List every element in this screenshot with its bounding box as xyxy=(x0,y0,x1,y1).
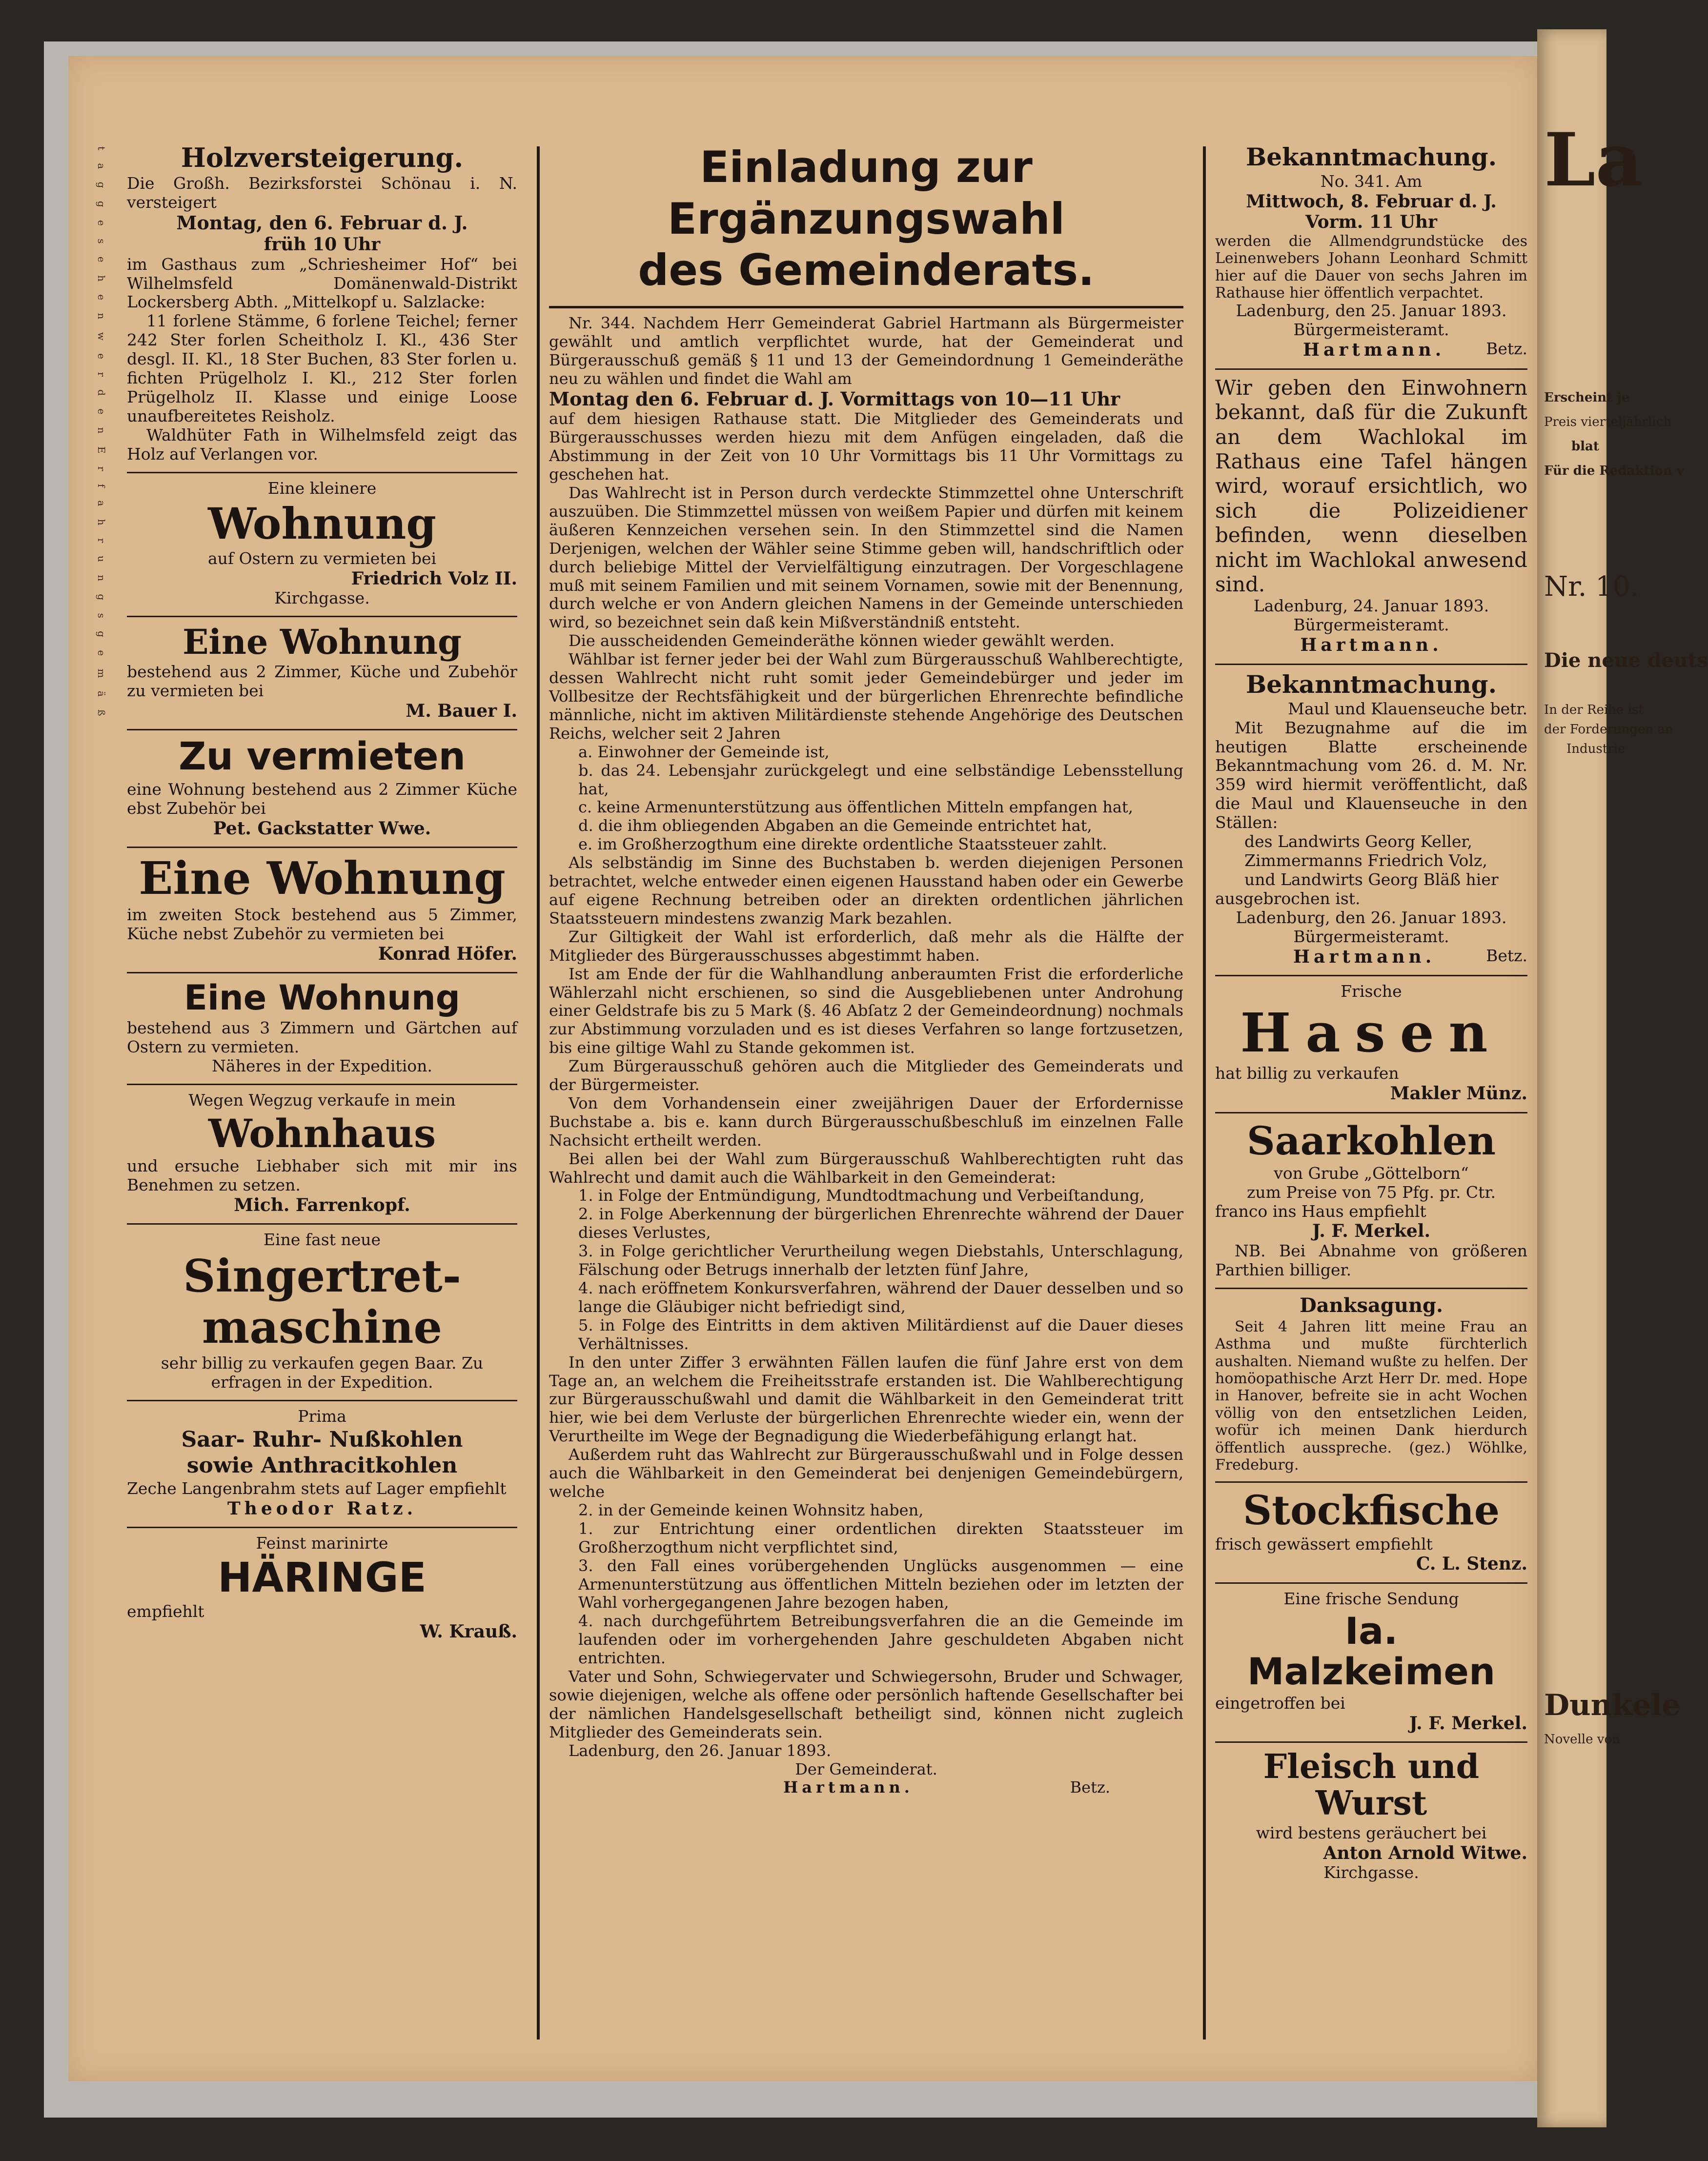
notice-list-item: b. das 24. Lebensjahr zurückgelegt und eine selbständige Lebensstellung hat, xyxy=(578,761,1183,798)
ad-haeringe xyxy=(127,1534,517,1642)
ad-wohnung-2 xyxy=(127,623,517,721)
notice-list-item: a. Einwohner der Gemeinde ist, xyxy=(578,742,830,761)
notice-list-item: d. die ihm obliegenden Abgaben an die Gemeinde entrichtet hat, xyxy=(578,816,1092,835)
ad-saarkohlen xyxy=(1215,1119,1527,1280)
divider xyxy=(127,1223,517,1225)
divider xyxy=(1215,1481,1527,1483)
ad-text: empfiehlt xyxy=(127,1601,204,1621)
divider xyxy=(127,1084,517,1085)
ad-wohnung-3 xyxy=(127,854,517,964)
notice-list-item: 2. in der Gemeinde keinen Wohnsitz haben, xyxy=(578,1500,924,1519)
ad-pre: Prima xyxy=(298,1407,346,1426)
ad-text: auf Ostern zu vermieten bei xyxy=(207,548,437,568)
ad-title: Holzversteigerung. xyxy=(181,142,464,173)
ad-text: zum Preise von 75 Pfg. pr. Ctr. xyxy=(1246,1182,1496,1202)
divider xyxy=(127,1527,517,1528)
divider xyxy=(127,1400,517,1401)
ad-text: von Grube „Göttelborn“ xyxy=(1274,1163,1469,1183)
notice-paragraph: auf dem hiesigen Rathause statt. Die Mitglieder des Gemeinderats und Bürgerausschusses werden hiezu mit dem Anfügen eingeladen, daß die Abstimmung in der Zeit von 10 Uhr Vormittags bis 11 Uhr Vormittags zu geschehen hat. xyxy=(549,409,1183,484)
column-right xyxy=(1215,141,1527,2127)
ad-title: Bekanntmachung. xyxy=(1245,142,1497,171)
ad-text: No. 341. Am xyxy=(1320,172,1423,191)
ad-signatures xyxy=(1215,947,1527,967)
notice-list-item: 4. nach durchgeführtem Betreibungsverfahren die an die Gemeinde im laufenden oder im vorhergehenden Jahre geschuldeten Abgaben nicht entrichten. xyxy=(578,1612,1183,1668)
notice-paragraph: Von dem Vorhandensein einer zweijährigen Dauer der Erfordernisse Buchstabe a. bis e. kann durch Bürgerausschußbeschluß im einzelnen Falle Nachsicht ertheilt werden. xyxy=(549,1093,1183,1150)
column-rule xyxy=(1203,146,1206,2040)
ad-text: Seit 4 Jahren litt meine Frau an Asthma und mußte fürchterlich aushalten. Niemand wußte zu helfen. Der homöopathische Arzt Herr Dr. med. Hope in Hanover, befreite sie in acht Wochen völlig von den entsetzlichen Leiden, wofür ich meinen Dank hierdurch öffentlich ausspreche. (gez.) Wöhlke, Fredeburg. xyxy=(1215,1318,1527,1474)
divider xyxy=(127,616,517,617)
ad-title: Eine Wohnung xyxy=(184,977,460,1018)
facing-page-fragment xyxy=(1537,29,1708,2127)
ad-text: Die Großh. Bezirksforstei Schönau i. N. versteigert xyxy=(127,174,517,212)
ad-signature: J. F. Merkel. xyxy=(1312,1221,1431,1242)
divider xyxy=(127,472,517,473)
facing-text: Für die Redaktion v xyxy=(1544,464,1684,478)
ad-office: Bürgermeisteramt. xyxy=(1293,320,1449,340)
ad-clerk: Betz. xyxy=(1486,339,1527,359)
ad-text: Mit Bezugnahme auf die im heutigen Blatte erscheinende Bekanntmachung vom 26. d. M. Nr. 359 wird hiermit veröffentlicht, daß die Maul und Klauenseuche in den Ställen: xyxy=(1215,718,1527,832)
ad-subtitle: Maul und Klauenseuche betr. xyxy=(1288,699,1527,718)
ad-office: Bürgermeisteramt. xyxy=(1293,927,1449,946)
notice-paragraph: Als selbständig im Sinne des Buchstaben b. werden diejenigen Personen betrachtet, welche entweder einen eigenen Hausstand haben oder ein Gewerbe auf eigene Rechnung betreiben oder an direkten ordentlichen jährlichen Staatssteuern mindestens zwanzig Mark bezahlen. xyxy=(549,853,1183,928)
ad-pre: Frische xyxy=(1341,982,1402,1001)
ad-place: Ladenburg, den 25. Januar 1893. xyxy=(1236,301,1507,321)
ad-signature: Friedrich Volz II. xyxy=(351,568,517,589)
ad-hasen xyxy=(1215,982,1527,1104)
divider xyxy=(1215,1582,1527,1584)
ad-signature: Anton Arnold Witwe. xyxy=(1323,1842,1527,1863)
column-left xyxy=(127,141,517,2127)
ad-wohnung-1 xyxy=(127,479,517,608)
divider xyxy=(1215,1741,1527,1743)
ad-zu-vermieten xyxy=(127,736,517,839)
ad-text: frisch gewässert empfiehlt xyxy=(1215,1534,1433,1554)
divider xyxy=(549,306,1183,308)
ad-fleisch-wurst xyxy=(1215,1749,1527,1882)
facing-issue-number: Nr. 10. xyxy=(1544,571,1639,603)
ad-text: und ersuche Liebhaber sich mit mir ins Benehmen zu setzen. xyxy=(127,1156,517,1194)
notice-paragraph: In den unter Ziffer 3 erwähnten Fällen laufen die fünf Jahre erst von dem Tage an, an welchem die Freiheitsstrafe erstanden ist. Die Wahlberechtigung zur Bürgerausschußwahl und damit die Wählbarkeit in den Gemeinderat tritt hier, wie bei dem Verluste der bürgerlichen Ehrenrechte wieder ein, wenn der Verurtheilte im Wege der Begnadigung die Wiederbefähigung erlangt hat. xyxy=(549,1353,1183,1446)
divider xyxy=(1215,1288,1527,1289)
ad-signature: Makler Münz. xyxy=(1390,1083,1527,1104)
ad-sub: Kirchgasse. xyxy=(1323,1863,1419,1882)
ad-text: Zeche Langenbrahm stets auf Lager empfiehlt xyxy=(127,1478,507,1498)
notice-paragraph: Wählbar ist ferner jeder bei der Wahl zum Bürgerausschuß Wahlberechtigte, dessen Wahlrecht nicht ruht somit jeder Gemeindebürger und jeder im Vollbesitze der Rechtsfähigkeit und der bürgerlichen Ehrenrechte befindliche männliche, nicht im aktiven Militärdienste stehende Angehörige des Deutschen Reichs, welcher seit 2 Jahren xyxy=(549,650,1183,743)
ad-signature: Mich. Farrenkopf. xyxy=(234,1194,410,1215)
ad-office: Bürgermeisteramt. xyxy=(1293,615,1449,635)
ad-bekanntmachung-1 xyxy=(1215,143,1527,361)
ad-malzkeimen xyxy=(1215,1590,1527,1734)
ad-text: ausgebrochen ist. xyxy=(1215,889,1361,909)
ad-text: sehr billig zu verkaufen gegen Baar. Zu erfragen in der Expedition. xyxy=(161,1353,484,1392)
ad-text: franco ins Haus empfiehlt xyxy=(1215,1201,1426,1221)
notice-title xyxy=(549,141,1183,296)
divider xyxy=(1215,664,1527,665)
ad-notice-wachlokal xyxy=(1215,376,1527,656)
ad-text: werden die Allmendgrundstücke des Leinenwebers Johann Leonhard Schmitt hier auf die Dauer von sechs Jahren im Rathause hier öffentlich verpachtet. xyxy=(1215,232,1527,302)
facing-heading: Die neue deuts xyxy=(1544,649,1708,672)
notice-paragraph: Außerdem ruht das Wahlrecht zur Bürgerausschußwahl und in Folge dessen auch die Wählbarkeit in den Gemeinderat bei denjenigen Gemeindebürgern, welche xyxy=(549,1445,1183,1501)
facing-text: blat xyxy=(1571,439,1599,454)
notice-signature: Hartmann. xyxy=(783,1778,914,1797)
ad-text: im Gasthaus zum „Schriesheimer Hof“ bei Wilhelmsfeld Domänenwald-Distrikt Lockersberg Abth. „Mittelkopf u. Salzlacke: xyxy=(127,254,517,312)
ad-text: im zweiten Stock bestehend aus 5 Zimmer, Küche nebst Zubehör zu vermieten bei xyxy=(127,905,517,943)
ad-pre: Feinst marinirte xyxy=(256,1534,388,1553)
ad-signature: W. Krauß. xyxy=(420,1621,517,1642)
notice-list-item: 1. in Folge der Entmündigung, Mundtodtmachung und Verbeiſtandung, xyxy=(578,1186,1145,1205)
ad-danksagung xyxy=(1215,1295,1527,1474)
ad-singer xyxy=(127,1231,517,1392)
column-center xyxy=(549,141,1183,2127)
notice-clerk: Betz. xyxy=(1070,1778,1110,1797)
ad-date: Montag, den 6. Februar d. J. xyxy=(176,212,468,234)
ad-text: Waldhüter Fath in Wilhelmsfeld zeigt das Holz auf Verlangen vor. xyxy=(127,425,517,464)
divider xyxy=(1215,975,1527,976)
ad-text: Wir geben den Einwohnern bekannt, daß für die Zukunft an dem Wachlokal im Rathaus eine Tafel hängen wird, worauf ersichtlich, wo sich die Polizeidiener befinden, wenn dieselben nicht im Wachlokal anwesend sind. xyxy=(1215,375,1527,596)
notice-list-item: 5. in Folge des Eintritts in dem aktiven Militärdienst auf die Dauer dieses Verhältnisses. xyxy=(578,1315,1183,1353)
ad-signature: Theodor Ratz. xyxy=(227,1498,417,1519)
divider xyxy=(127,729,517,730)
notice-list-item: c. keine Armenunterstützung aus öffentlichen Mitteln empfangen hat, xyxy=(578,798,1133,817)
notice-title-line: Einladung zur Ergänzungswahl xyxy=(668,142,1065,244)
divider xyxy=(1215,1112,1527,1113)
ad-wohnhaus xyxy=(127,1091,517,1215)
notice-list-item: 2. in Folge Aberkennung der bürgerlichen Ehrenrechte während der Dauer dieses Verlustes, xyxy=(578,1205,1183,1242)
ad-place: Ladenburg, den 26. Januar 1893. xyxy=(1236,908,1507,927)
notice-paragraph: Vater und Sohn, Schwiegervater und Schwiegersohn, Bruder und Schwager, sowie diejenigen, welche als offene oder persönlich haftende Gesellschafter bei der nämlichen Handelsgesellschaft betheiligt sind, können nicht zugleich Mitglieder des Gemeinderats sein. xyxy=(549,1667,1183,1741)
ad-text: 11 forlene Stämme, 6 forlene Teichel; ferner 242 Ster forlen Scheitholz I. Kl., 436 Ster desgl. II. Kl., 18 Ster Buchen, 83 Ster forlen u. fichten Prügelholz I. Kl., 212 Ster forlen Prügelholz II. Klasse und einige Loose unaufbereitetes Reisholz. xyxy=(127,311,517,426)
facing-text: Erscheint je xyxy=(1544,390,1630,405)
notice-paragraph: Ist am Ende der für die Wahlhandlung anberaumten Frist die erforderliche Wählerzahl nicht erschienen, so sind die Ausgebliebenen unter Androhung einer Geldstrafe bis zu 5 Mark (§. 46 Abſatz 2 der Gemeindeordnung) nochmals zur Abstimmung vorzuladen und es ist dieses Verfahren so lange fortzusetzen, bis eine giltige Wahl zu Stande gekommen ist. xyxy=(549,964,1183,1057)
notice-list-item: 1. zur Entrichtung einer ordentlichen direkten Staatssteuer im Großherzogthum nicht verpflichtet sind, xyxy=(578,1519,1183,1556)
ad-title: Saarkohlen xyxy=(1247,1117,1496,1164)
ad-stockfische xyxy=(1215,1489,1527,1575)
ad-signature: J. F. Merkel. xyxy=(1409,1713,1527,1734)
ad-kohlen xyxy=(127,1407,517,1519)
ad-signature: Hartmann. xyxy=(1303,340,1445,361)
ad-bekanntmachung-2 xyxy=(1215,671,1527,968)
notice-paragraph: Die ausscheidenden Gemeinderäthe können wieder gewählt werden. xyxy=(569,631,1115,650)
ad-title: Zu vermieten xyxy=(178,735,466,779)
facing-text: Industrie xyxy=(1566,742,1626,756)
divider xyxy=(127,847,517,848)
notice-paragraph: Nr. 344. Nachdem Herr Gemeinderat Gabriel Hartmann als Bürgermeister gewählt und amtlich verpflichtet wurde, hat der Gemeinderat und Bürgerausschuß gemäß § 11 und 13 der Gemeindordnung 1 Gemeinderäthe neu zu wählen und findet die Wahl am xyxy=(549,313,1183,388)
ad-signature: Pet. Gackstatter Wwe. xyxy=(213,818,431,839)
ad-title: Danksagung. xyxy=(1300,1293,1443,1317)
notice-paragraph: Bei allen bei der Wahl zum Bürgerausschuß Wahlberechtigten ruht das Wahlrecht und damit auch die Wählbarkeit in den Gemeinderat: xyxy=(549,1149,1183,1187)
ad-signature: M. Bauer I. xyxy=(406,700,517,721)
bleed-through-margin-text: t a g g e s e h e n w e r d e n E r f a h r u n g s g e m ä ß xyxy=(96,146,107,721)
ad-pre: Eine frische Sendung xyxy=(1283,1589,1459,1608)
notice-paragraph: Zum Bürgerausschuß gehören auch die Mitglieder des Gemeinderats und der Bürgermeister. xyxy=(549,1057,1183,1094)
ad-title: maschine xyxy=(202,1301,443,1354)
facing-heading: Dunkele xyxy=(1544,1688,1681,1722)
notice-list-item: 4. nach eröffnetem Konkursverfahren, während der Dauer desselben und so lange die Gläubiger nicht befriedigt sind, xyxy=(578,1279,1183,1316)
ad-title: Stockfische xyxy=(1242,1487,1500,1535)
notice-list-item: 3. den Fall eines vorübergehenden Unglücks ausgenommen — eine Armenunterstützung aus öffentlichen Mitteln beziehen oder im letzten der Wahl vorhergegangenen Jahre bezogen haben, xyxy=(578,1556,1183,1612)
ad-title: Ia. Malzkeimen xyxy=(1247,1609,1496,1694)
facing-text: der Forderungen an xyxy=(1544,722,1673,737)
notice-place-date: Ladenburg, den 26. Januar 1893. xyxy=(569,1741,832,1760)
ad-text: wird bestens geräuchert bei xyxy=(1256,1823,1487,1843)
ad-title: Eine Wohnung xyxy=(183,621,462,662)
notice-list-item: 3. in Folge gerichtlicher Verurtheilung wegen Diebstahls, Unterschlagung, Fälschung oder Betrugs innerhalb der letzten fünf Jahre, xyxy=(578,1242,1183,1279)
ad-title: Saar- Ruhr- Nußkohlen xyxy=(181,1427,463,1453)
notice-title-line: des Gemeinderats. xyxy=(638,245,1095,296)
ad-sub: Näheres in der Expedition. xyxy=(212,1056,432,1075)
column-rule xyxy=(537,146,540,2040)
ad-title: sowie Anthracitkohlen xyxy=(186,1453,458,1478)
ad-title: Wohnhaus xyxy=(208,1110,436,1156)
ad-text: eine Wohnung bestehend aus 2 Zimmer Küche ebst Zubehör bei xyxy=(127,780,517,818)
notice-date: Montag den 6. Februar d. J. Vormittags von 10—11 Uhr xyxy=(549,388,1120,410)
ad-text: hat billig zu verkaufen xyxy=(1215,1064,1399,1083)
ad-list-item: des Landwirts Georg Keller, xyxy=(1244,832,1473,851)
ad-signature: C. L. Stenz. xyxy=(1416,1554,1527,1575)
ad-text: bestehend aus 2 Zimmer, Küche und Zubehör zu vermieten bei xyxy=(127,662,517,700)
ad-signatures xyxy=(1215,340,1527,360)
ad-clerk: Betz. xyxy=(1486,946,1527,965)
ad-text: eingetroffen bei xyxy=(1215,1694,1345,1713)
ad-list-item: und Landwirts Georg Bläß hier xyxy=(1244,870,1499,889)
ad-list-item: Zimmermanns Friedrich Volz, xyxy=(1244,851,1487,870)
facing-text: Novelle von xyxy=(1544,1732,1620,1747)
notice-list-item: e. im Großherzogthum eine direkte ordentliche Staatssteuer zahlt. xyxy=(578,835,1107,854)
facing-text: Preis vierteljährlich xyxy=(1544,415,1671,429)
notice-authority: Der Gemeinderat. xyxy=(795,1759,937,1778)
ad-time: früh 10 Uhr xyxy=(264,234,381,255)
ad-title: HÄRINGE xyxy=(218,1554,427,1602)
ad-holzversteigerung xyxy=(127,143,517,464)
ad-text: bestehend aus 3 Zimmern und Gärtchen auf Ostern zu vermieten. xyxy=(127,1018,517,1056)
ad-date: Mittwoch, 8. Februar d. J. xyxy=(1246,191,1497,212)
divider xyxy=(1215,368,1527,370)
ad-pre: Eine fast neue xyxy=(263,1230,381,1250)
ad-time: Vorm. 11 Uhr xyxy=(1305,212,1437,233)
ad-signature: Konrad Höfer. xyxy=(378,943,517,964)
ad-wohnung-4 xyxy=(127,979,517,1076)
ad-title: Eine Wohnung xyxy=(139,852,506,905)
facing-masthead: La xyxy=(1544,117,1643,203)
facing-text: In der Reihe ist xyxy=(1544,703,1644,717)
ad-title: Singertret- xyxy=(183,1250,461,1302)
ad-signature: Hartmann. xyxy=(1300,635,1443,656)
ad-pre: Eine kleinere xyxy=(267,478,377,498)
ad-title: Wohnung xyxy=(208,498,436,549)
ad-pre: Wegen Wegzug verkaufe in mein xyxy=(188,1090,456,1110)
notice-paragraph: Das Wahlrecht ist in Person durch verdeckte Stimmzettel ohne Unterschrift auszuüben. Die Stimmzettel müssen von weißem Papier und dürfen mit keinem äußeren Kennzeichen versehen sein. In den Stimmzettel sind die Namen Derjenigen, welchen der Wähler seine Stimme geben will, handschriftlich oder durch beliebige Mittel der Vervielfältigung einzutragen. Der Vorgeschlagene muß mit seinem Familien und mit seinem Vornamen, sowie mit der Benennung, durch welche er von Andern gleichen Namens in der Gemeinde unterschieden wird, so bezeichnet sein daß kein Mißverständniß entsteht. xyxy=(549,484,1183,632)
ad-place: Ladenburg, 24. Januar 1893. xyxy=(1253,596,1489,616)
divider xyxy=(127,972,517,973)
ad-note: NB. Bei Abnahme von größeren Parthien billiger. xyxy=(1215,1241,1527,1279)
notice-signatures xyxy=(549,1778,1183,1797)
ad-title: Fleisch und Wurst xyxy=(1263,1747,1480,1823)
ad-title: Bekanntmachung. xyxy=(1245,669,1497,699)
ad-sub: Kirchgasse. xyxy=(274,588,370,608)
notice-paragraph: Zur Giltigkeit der Wahl ist erforderlich, daß mehr als die Hälfte der Mitglieder des Bürgerausschusses abgestimmt haben. xyxy=(549,927,1183,965)
ad-title: Hasen xyxy=(1240,1001,1503,1065)
ad-signature: Hartmann. xyxy=(1293,946,1436,967)
